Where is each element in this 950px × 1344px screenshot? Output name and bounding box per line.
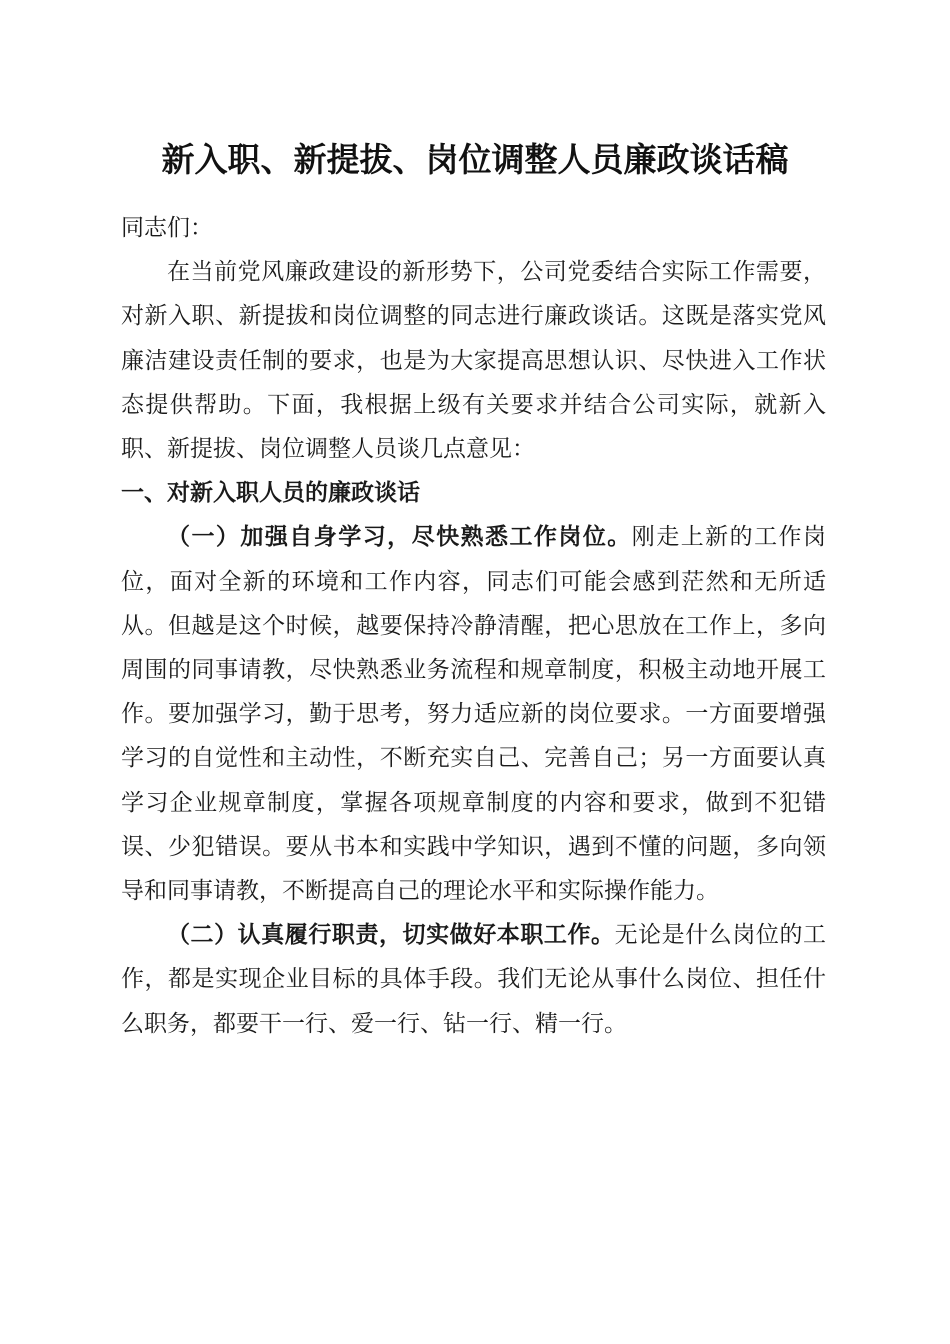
document-title: 新入职、新提拔、岗位调整人员廉政谈话稿 [161,140,789,179]
intro-paragraph: 在当前党风廉政建设的新形势下，公司党委结合实际工作需要，对新入职、新提拔和岗位调整的同志进行廉政谈话。这既是落实党风廉洁建设责任制的要求，也是为大家提高思想认识、尽快进入工作状态提供帮助。下面，我根据上级有关要求并结合公司实际，就新入职、新提拔、岗位调整人员谈几点意见： [121,259,826,463]
document-body [121,206,826,1046]
point-lead-1: （一）加强自身学习，尽快熟悉工作岗位。 [167,523,632,551]
point-lead-2: （二）认真履行职责，切实做好本职工作。 [167,921,615,949]
point-paragraph-1 [121,515,826,913]
section-heading-1: 一、对新入职人员的廉政谈话 [121,480,420,507]
point-paragraph-2 [121,913,826,1046]
point-body-1: 刚走上新的工作岗位，面对全新的环境和工作内容，同志们可能会感到茫然和无所适从。但越是这个时候，越要保持冷静清醒，把心思放在工作上，多向周围的同事请教，尽快熟悉业务流程和规章制度，积极主动地开展工作。要加强学习，勤于思考，努力适应新的岗位要求。一方面要增强学习的自觉性和主动性，不断充实自己、完善自己；另一方面要认真学习企业规章制度，掌握各项规章制度的内容和要求，做到不犯错误、少犯错误。要从书本和实践中学知识，遇到不懂的问题，多向领导和同事请教，不断提高自己的理论水平和实际操作能力。 [121,524,827,905]
salutation: 同志们： [121,215,213,241]
point-body-2: 无论是什么岗位的工作，都是实现企业目标的具体手段。我们无论从事什么岗位、担任什么职务，都要干一行、爱一行、钻一行、精一行。 [121,922,827,1037]
